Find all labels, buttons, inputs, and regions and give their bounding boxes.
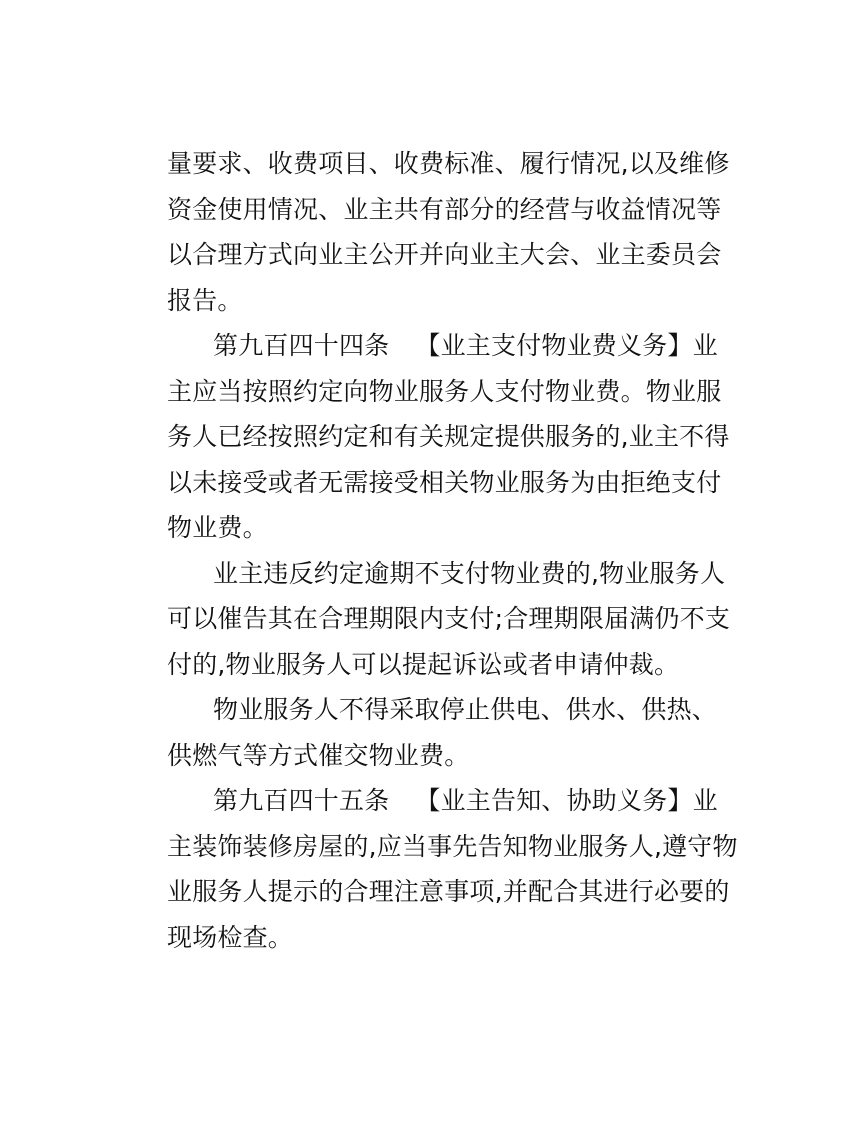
article-944 xyxy=(167,323,730,551)
text-line: 供燃气等方式催交物业费。 xyxy=(167,740,470,770)
text-line: 资金使用情况、业主共有部分的经营与收益情况等 xyxy=(167,194,722,224)
paragraph-no-service-cutoff xyxy=(167,687,718,778)
article-944-first-line xyxy=(167,323,718,369)
article-title: 【业主告知、协助义务】 xyxy=(415,786,693,815)
text-line: 可以催告其在合理期限内支付;合理期限届满仍不支 xyxy=(167,604,731,633)
body-text xyxy=(167,141,738,960)
paragraph-continuation xyxy=(167,141,730,323)
text-line: 务人已经按照约定和有关规定提供服务的,业主不得 xyxy=(167,422,730,451)
text-line: 物业费。 xyxy=(167,513,268,542)
text-line: 主应当按照约定向物业服务人支付物业费。物业服 xyxy=(167,376,722,406)
text-fragment: 业 xyxy=(692,786,718,815)
text-line: 业服务人提示的合理注意事项,并配合其进行必要的 xyxy=(167,877,730,906)
text-line: 以合理方式向业主公开并向业主大会、业主委员会 xyxy=(167,240,722,269)
text-line: 主装饰装修房屋的,应当事先告知物业服务人,遵守物 xyxy=(167,831,738,861)
text-line: 报告。 xyxy=(167,285,243,315)
text-line: 付的,物业服务人可以提起诉讼或者申请仲裁。 xyxy=(167,649,680,679)
paragraph-overdue-fees xyxy=(167,551,731,688)
article-title: 【业主支付物业费义务】 xyxy=(415,331,693,360)
text-fragment: 业 xyxy=(692,331,718,360)
text-line: 以未接受或者无需接受相关物业服务为由拒绝支付 xyxy=(167,467,722,497)
article-945 xyxy=(167,778,738,960)
text-line: 物业服务人不得采取停止供电、供水、供热、 xyxy=(213,695,718,724)
article-number: 第九百四十五条 xyxy=(213,786,390,815)
text-line: 业主违反约定逾期不支付物业费的,物业服务人 xyxy=(213,558,726,588)
article-945-first-line xyxy=(167,778,718,824)
text-line: 现场检查。 xyxy=(167,922,294,952)
article-number: 第九百四十四条 xyxy=(213,331,390,360)
text-line: 量要求、收费项目、收费标准、履行情况,以及维修 xyxy=(167,149,730,178)
